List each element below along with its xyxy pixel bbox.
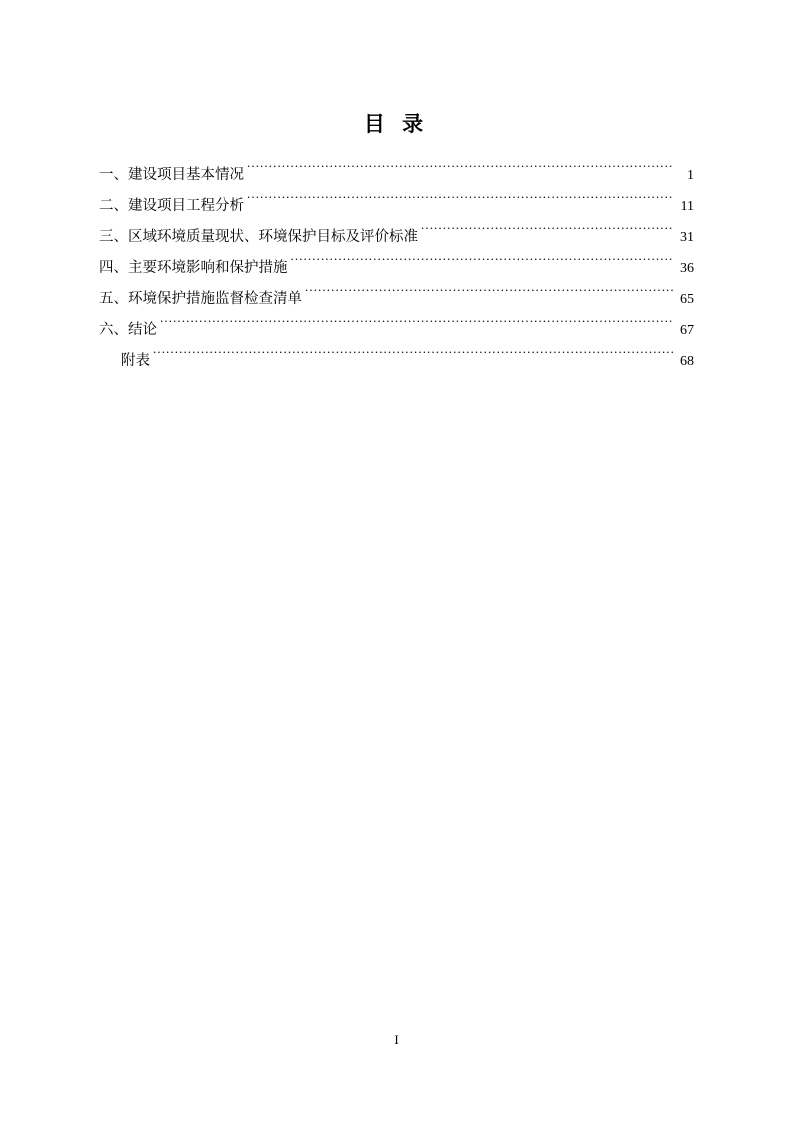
toc-entry-page: 11: [680, 199, 694, 214]
table-of-contents: [99, 160, 694, 377]
toc-leader-dots: [291, 258, 674, 272]
toc-entry-label: 附表: [121, 353, 150, 369]
toc-entry[interactable]: [99, 191, 694, 222]
toc-leader-dots: [305, 289, 673, 303]
toc-leader-dots: [153, 351, 673, 365]
toc-leader-dots: [160, 320, 673, 334]
toc-entry-label: 二、建设项目工程分析: [99, 198, 244, 214]
toc-entry[interactable]: [99, 222, 694, 253]
toc-entry-label: 六、结论: [99, 322, 157, 338]
toc-entry-label: 三、区域环境质量现状、环境保护目标及评价标准: [99, 229, 418, 245]
toc-entry-page: 67: [680, 323, 694, 338]
page-title: 目 录: [363, 112, 430, 136]
page-number: I: [394, 1032, 399, 1047]
toc-entry-label: 一、建设项目基本情况: [99, 167, 244, 183]
toc-entry-label: 四、主要环境影响和保护措施: [99, 260, 288, 276]
toc-leader-dots: [247, 196, 673, 210]
toc-entry-page: 65: [680, 292, 694, 307]
toc-entry-label: 五、环境保护措施监督检查清单: [99, 291, 302, 307]
toc-entry[interactable]: [99, 346, 694, 377]
toc-entry-page: 31: [680, 230, 694, 245]
toc-entry[interactable]: [99, 315, 694, 346]
toc-entry[interactable]: [99, 284, 694, 315]
toc-entry-page: 68: [680, 354, 694, 369]
toc-entry[interactable]: [99, 160, 694, 191]
toc-entry[interactable]: [99, 253, 694, 284]
toc-leader-dots: [421, 227, 673, 241]
toc-entry-page: 36: [680, 261, 694, 276]
toc-entry-page: 1: [687, 168, 694, 183]
toc-leader-dots: [247, 165, 673, 179]
